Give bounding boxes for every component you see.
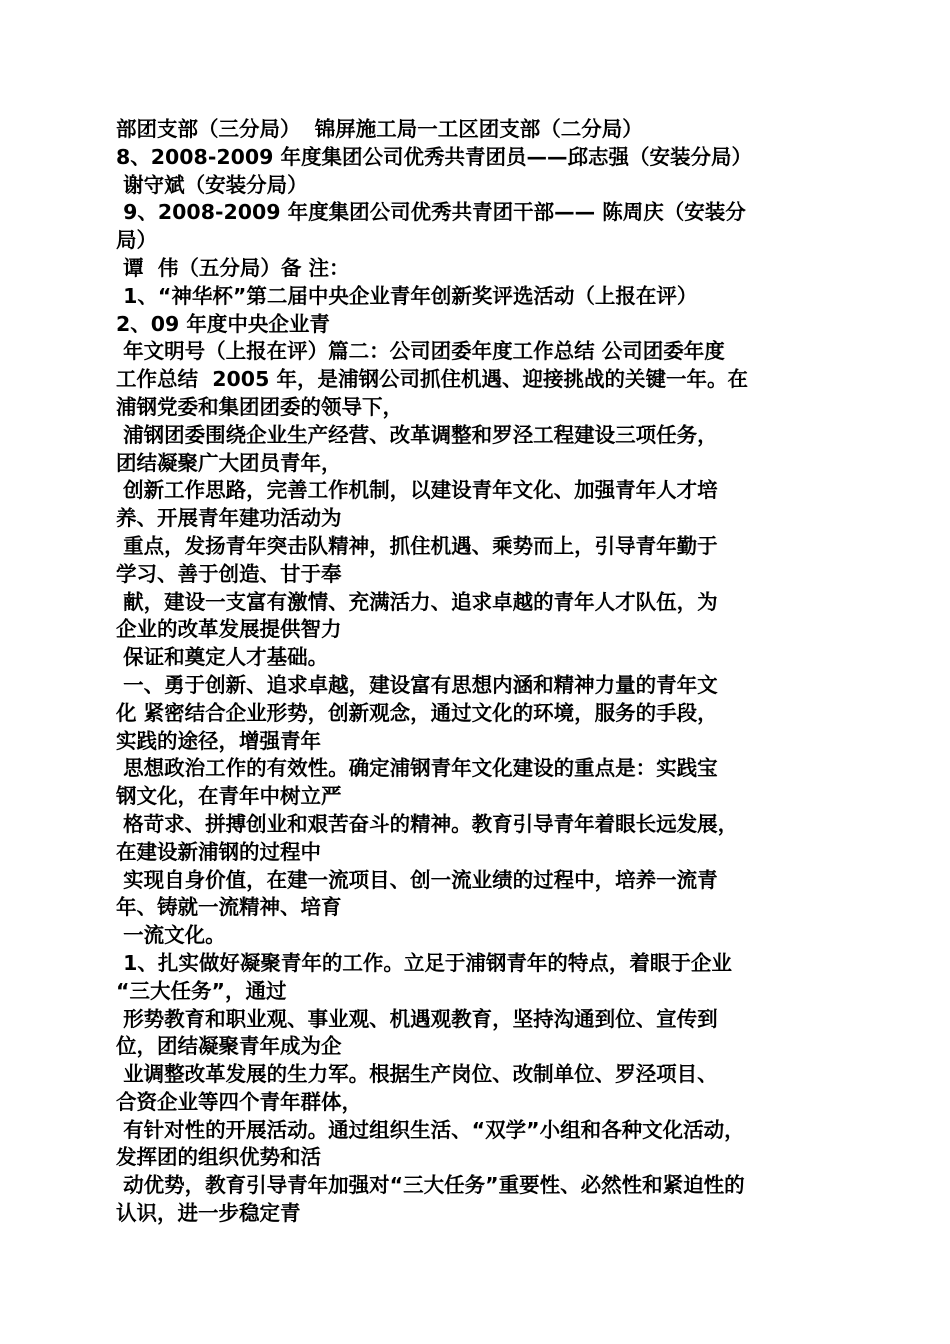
text-line: 献，建设一支富有激情、充满活力、追求卓越的青年人才队伍，为 [116,589,718,614]
text-line: 一流文化。 [116,923,226,948]
text-line: 动优势，教育引导青年加强对“三大任务”重要性、必然性和紧迫性的 [116,1173,745,1198]
text-line: 工作总结 2005 年，是浦钢公司抓住机遇、迎接挑战的关键一年。在 [116,367,748,392]
text-line: 位，团结凝聚青年成为企 [116,1034,342,1059]
text-line: 保证和奠定人才基础。 [116,645,329,670]
text-line: 有针对性的开展活动。通过组织生活、“双学”小组和各种文化活动， [116,1117,745,1142]
text-line: 化 紧密结合企业形势，创新观念，通过文化的环境，服务的手段， [116,700,718,725]
text-line: 在建设新浦钢的过程中 [116,839,321,864]
text-line: 9、2008-2009 年度集团公司优秀共青团干部—— 陈周庆（安装分 [116,200,746,225]
text-line: 1、“神华杯”第二届中央企业青年创新奖评选活动（上报在评） [116,283,698,308]
text-line: 年、铸就一流精神、培育 [116,895,342,920]
text-line: 实现自身价值，在建一流项目、创一流业绩的过程中，培养一流青 [116,867,718,892]
text-line: 创新工作思路，完善工作机制，以建设青年文化、加强青年人才培 [116,478,718,503]
text-line: 思想政治工作的有效性。确定浦钢青年文化建设的重点是：实践宝 [116,756,718,781]
text-line: 浦钢党委和集团团委的领导下， [116,394,403,419]
text-line: 学习、善于创造、甘于奉 [116,561,342,586]
text-line: 浦钢团委围绕企业生产经营、改革调整和罗泾工程建设三项任务， [116,422,718,447]
text-line: 形势教育和职业观、事业观、机遇观教育，坚持沟通到位、宣传到 [116,1006,718,1031]
text-line: 部团支部（三分局） 锦屏施工局一工区团支部（二分局） [116,117,643,141]
text-line: 发挥团的组织优势和活 [116,1145,321,1170]
text-line: 格苛求、拼搏创业和艰苦奋斗的精神。教育引导青年着眼长远发展， [116,811,739,836]
text-line: 局） [116,228,157,253]
text-line: 谭 伟（五分局）备 注： [116,255,350,280]
text-line: 合资企业等四个青年群体， [116,1089,362,1114]
text-line: “三大任务”，通过 [116,978,287,1003]
text-line: 钢文化，在青年中树立严 [116,784,342,809]
text-line: 一、勇于创新、追求卓越，建设富有思想内涵和精神力量的青年文 [116,672,718,697]
text-line: 8、2008-2009 年度集团公司优秀共青团员——邱志强（安装分局） [116,144,753,169]
text-line: 实践的途径，增强青年 [116,728,321,753]
text-line: 1、扎实做好凝聚青年的工作。立足于浦钢青年的特点，着眼于企业 [116,950,732,975]
text-line: 年文明号（上报在评）篇二：公司团委年度工作总结 公司团委年度 [116,339,725,364]
text-line: 谢守斌（安装分局） [116,172,308,197]
text-line: 业调整改革发展的生力军。根据生产岗位、改制单位、罗泾项目、 [116,1062,718,1087]
text-line: 养、开展青年建功活动为 [116,506,342,531]
text-line: 重点，发扬青年突击队精神，抓住机遇、乘势而上，引导青年勤于 [116,533,718,558]
text-line: 2、09 年度中央企业青 [116,311,330,336]
document-body [116,116,836,1228]
text-line: 认识，进一步稳定青 [116,1201,301,1226]
text-line: 团结凝聚广大团员青年， [116,450,342,475]
text-line: 企业的改革发展提供智力 [116,617,342,642]
